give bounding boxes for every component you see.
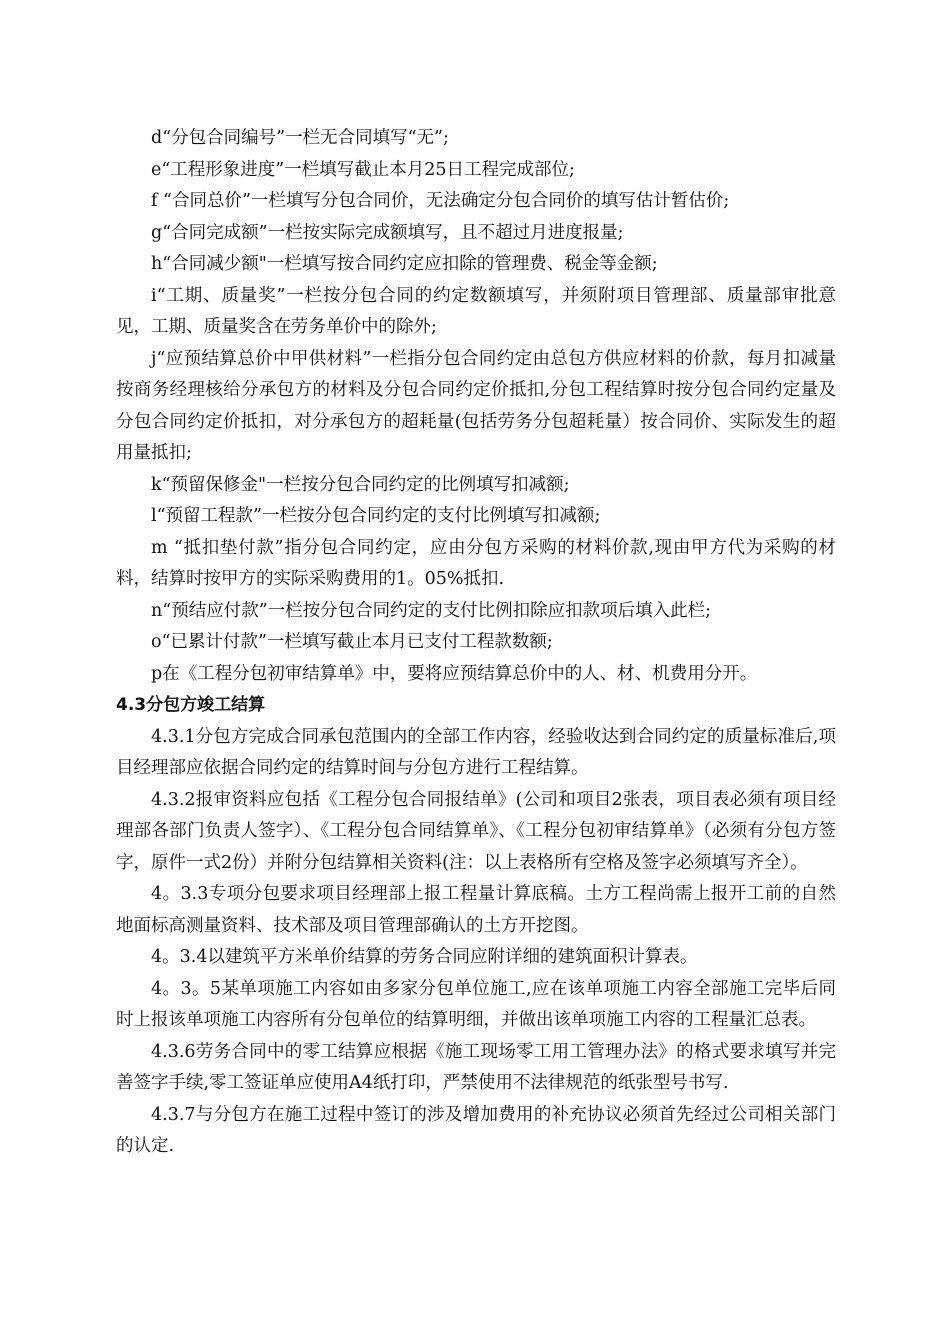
paragraph-f: f “合同总价”一栏填写分包合同价，无法确定分包合同价的填写估计暂估价;	[151, 191, 730, 211]
paragraph-4-3-4: 4。3.4以建筑平方米单价结算的劳务合同应附详细的建筑面积计算表。	[151, 947, 698, 967]
section-heading-4-3: 4.3分包方竣工结算	[116, 695, 266, 715]
paragraph-4-3-7: 4.3.7与分包方在施工过程中签订的涉及增加费用的补充协议必须首先经过公司相关部门的认定.	[116, 1104, 836, 1156]
paragraph-4-3-3: 4。3.3专项分包要求项目经理部上报工程量计算底稿。土方工程尚需上报开工前的自然地面标高测量资料、技术部及项目管理部确认的土方开挖图。	[116, 884, 836, 936]
paragraph-k: k“预留保修金"一栏按分包合同约定的比例填写扣减额;	[151, 474, 570, 495]
paragraph-p: p在《工程分包初审结算单》中，要将应预结算总价中的人、材、机费用分开。	[151, 663, 758, 684]
paragraph-j: j“应预结算总价中甲供材料”一栏指分包合同约定由总包方供应材料的价款，每月扣减量按商务经理核给分承包方的材料及分包合同约定价抵扣,分包工程结算时按分包合同约定量及分包合同约定价抵扣，对分承包方的超耗量(包括劳务分包超耗量）按合同价、实际发生的超用量抵扣;	[116, 348, 836, 463]
paragraph-4-3-5: 4。3。5某单项施工内容如由多家分包单位施工,应在该单项施工内容全部施工完毕后同时上报该单项施工内容所有分包单位的结算明细，并做出该单项施工内容的工程量汇总表。	[116, 978, 836, 1030]
paragraph-n: n“预结应付款”一栏按分包合同约定的支付比例扣除应扣款项后填入此栏;	[151, 600, 712, 621]
paragraph-l: l“预留工程款”一栏按分包合同约定的支付比例填写扣减额;	[151, 506, 601, 526]
paragraph-4-3-1: 4.3.1分包方完成合同承包范围内的全部工作内容，经验收达到合同约定的质量标准后,项目经理部应依据合同约定的结算时间与分包方进行工程结算。	[116, 726, 836, 778]
paragraph-4-3-6: 4.3.6劳务合同中的零工结算应根据《施工现场零工用工管理办法》的格式要求填写并完善签字手续,零工签证单应使用A4纸打印，严禁使用不法律规范的纸张型号书写.	[116, 1041, 836, 1093]
paragraph-e: e“工程形象进度”一栏填写截止本月25日工程完成部位;	[151, 159, 575, 180]
paragraph-i: i“工期、质量奖”一栏按分包合同的约定数额填写，并须附项目管理部、质量部审批意见，工期、质量奖含在劳务单价中的除外;	[116, 285, 836, 337]
paragraph-4-3-2: 4.3.2报审资料应包括《工程分包合同报结单》(公司和项目2张表，项目表必须有项目经理部各部门负责人签字）、《工程分包合同结算单》、《工程分包初审结算单》（必须有分包方签字，原件一式2份）并附分包结算相关资料(注：以上表格所有空格及签字必须填写齐全）。	[116, 789, 836, 873]
paragraph-h: h“合同减少额"一栏填写按合同约定应扣除的管理费、税金等金额;	[151, 254, 658, 274]
document-page	[116, 123, 836, 1163]
paragraph-g: g“合同完成额”一栏按实际完成额填写，且不超过月进度报量;	[151, 222, 624, 243]
paragraph-o: o“已累计付款”一栏填写截止本月已支付工程款数额;	[151, 632, 553, 652]
paragraph-m: m “抵扣垫付款”指分包合同约定，应由分包方采购的材料价款,现由甲方代为采购的材料，结算时按甲方的实际采购费用的1。05%抵扣.	[116, 537, 836, 589]
paragraph-d: d“分包合同编号”一栏无合同填写“无”;	[151, 128, 449, 148]
